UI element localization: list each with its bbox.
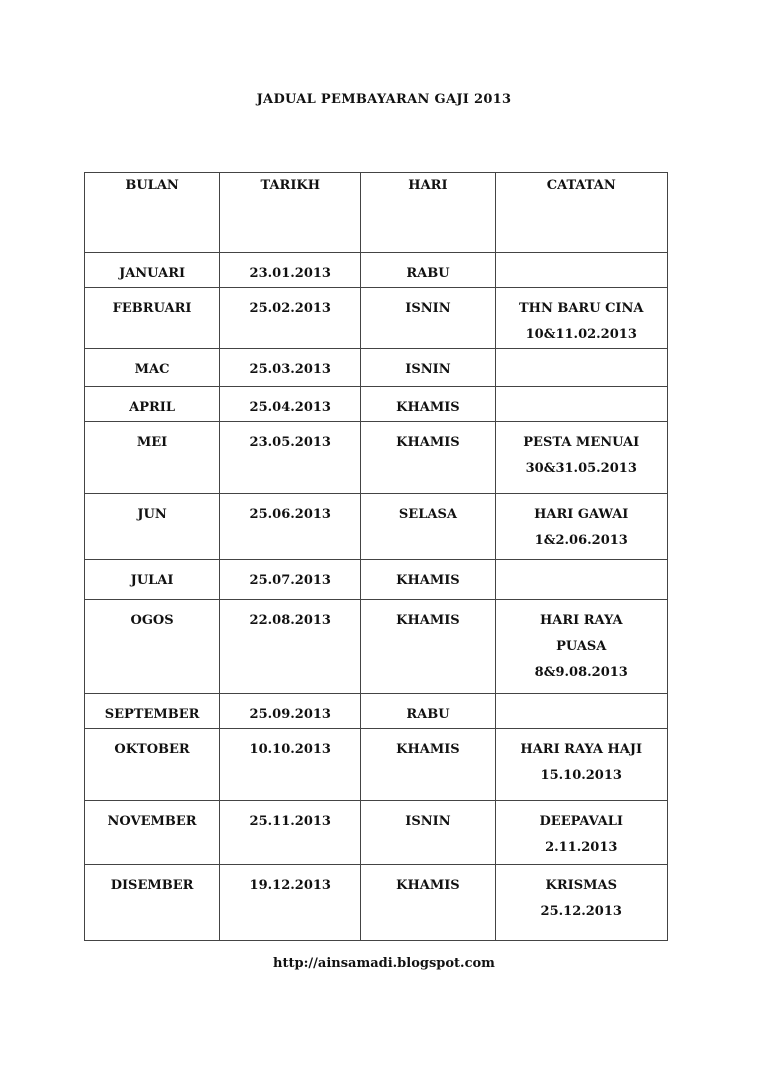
cell-catatan xyxy=(495,422,668,494)
cell-hari: KHAMIS xyxy=(361,387,495,422)
catatan-line: HARI GAWAI xyxy=(534,507,629,522)
catatan-line: HARI RAYA HAJI xyxy=(520,742,643,757)
catatan-line: 2.11.2013 xyxy=(545,840,618,855)
cell-hari: SELASA xyxy=(361,494,495,560)
salary-table xyxy=(84,172,668,941)
cell-bulan: APRIL xyxy=(85,387,220,422)
cell-catatan xyxy=(495,865,668,941)
cell-bulan: MEI xyxy=(85,422,220,494)
cell-tarikh: 25.06.2013 xyxy=(220,494,361,560)
cell-tarikh: 25.03.2013 xyxy=(220,349,361,387)
cell-hari: KHAMIS xyxy=(361,422,495,494)
catatan-line: 1&2.06.2013 xyxy=(534,533,628,548)
header-tarikh: TARIKH xyxy=(220,173,361,253)
cell-hari: RABU xyxy=(361,253,495,288)
catatan-line: 15.10.2013 xyxy=(540,768,622,783)
cell-hari: ISNIN xyxy=(361,349,495,387)
table-header xyxy=(85,173,668,253)
cell-bulan: JANUARI xyxy=(85,253,220,288)
cell-hari: KHAMIS xyxy=(361,865,495,941)
header-hari: HARI xyxy=(361,173,495,253)
catatan-line: HARI RAYA xyxy=(539,613,623,628)
table-row xyxy=(85,494,668,560)
cell-bulan: DISEMBER xyxy=(85,865,220,941)
cell-hari: KHAMIS xyxy=(361,729,495,801)
cell-catatan xyxy=(495,288,668,349)
table-row xyxy=(85,387,668,422)
table-row xyxy=(85,801,668,865)
catatan-line: PUASA xyxy=(556,639,607,654)
table-row xyxy=(85,600,668,694)
cell-bulan: JULAI xyxy=(85,560,220,600)
catatan-line: 25.12.2013 xyxy=(540,904,622,919)
cell-tarikh: 25.09.2013 xyxy=(220,694,361,729)
cell-bulan: MAC xyxy=(85,349,220,387)
cell-catatan xyxy=(495,387,668,422)
cell-catatan xyxy=(495,560,668,600)
table-row xyxy=(85,349,668,387)
cell-tarikh: 25.11.2013 xyxy=(220,801,361,865)
cell-tarikh: 10.10.2013 xyxy=(220,729,361,801)
table-row xyxy=(85,694,668,729)
cell-bulan: JUN xyxy=(85,494,220,560)
cell-hari: RABU xyxy=(361,694,495,729)
catatan-line: DEEPAVALI xyxy=(539,814,623,829)
cell-catatan xyxy=(495,801,668,865)
header-row xyxy=(85,173,668,253)
cell-bulan: NOVEMBER xyxy=(85,801,220,865)
cell-tarikh: 25.04.2013 xyxy=(220,387,361,422)
cell-tarikh: 23.05.2013 xyxy=(220,422,361,494)
header-bulan: BULAN xyxy=(85,173,220,253)
catatan-line: 10&11.02.2013 xyxy=(525,327,637,342)
table-row xyxy=(85,253,668,288)
cell-tarikh: 22.08.2013 xyxy=(220,600,361,694)
cell-catatan xyxy=(495,729,668,801)
cell-tarikh: 23.01.2013 xyxy=(220,253,361,288)
cell-bulan: SEPTEMBER xyxy=(85,694,220,729)
cell-bulan: FEBRUARI xyxy=(85,288,220,349)
cell-bulan: OKTOBER xyxy=(85,729,220,801)
table-row xyxy=(85,422,668,494)
catatan-line: 30&31.05.2013 xyxy=(525,461,637,476)
cell-catatan xyxy=(495,694,668,729)
cell-catatan xyxy=(495,349,668,387)
table-row xyxy=(85,288,668,349)
cell-hari: ISNIN xyxy=(361,288,495,349)
catatan-line: 8&9.08.2013 xyxy=(534,665,628,680)
catatan-line: KRISMAS xyxy=(545,878,617,893)
cell-hari: KHAMIS xyxy=(361,560,495,600)
cell-tarikh: 19.12.2013 xyxy=(220,865,361,941)
page-title: JADUAL PEMBAYARAN GAJI 2013 xyxy=(256,92,512,107)
table-row xyxy=(85,729,668,801)
catatan-line: THN BARU CINA xyxy=(518,301,644,316)
footer-url: http://ainsamadi.blogspot.com xyxy=(273,956,495,971)
header-catatan: CATATAN xyxy=(495,173,668,253)
cell-catatan xyxy=(495,600,668,694)
cell-tarikh: 25.02.2013 xyxy=(220,288,361,349)
catatan-line: PESTA MENUAI xyxy=(523,435,640,450)
cell-bulan: OGOS xyxy=(85,600,220,694)
table-row xyxy=(85,865,668,941)
table-row xyxy=(85,560,668,600)
cell-hari: ISNIN xyxy=(361,801,495,865)
table-body xyxy=(85,253,668,941)
cell-hari: KHAMIS xyxy=(361,600,495,694)
cell-catatan xyxy=(495,494,668,560)
cell-catatan xyxy=(495,253,668,288)
cell-tarikh: 25.07.2013 xyxy=(220,560,361,600)
